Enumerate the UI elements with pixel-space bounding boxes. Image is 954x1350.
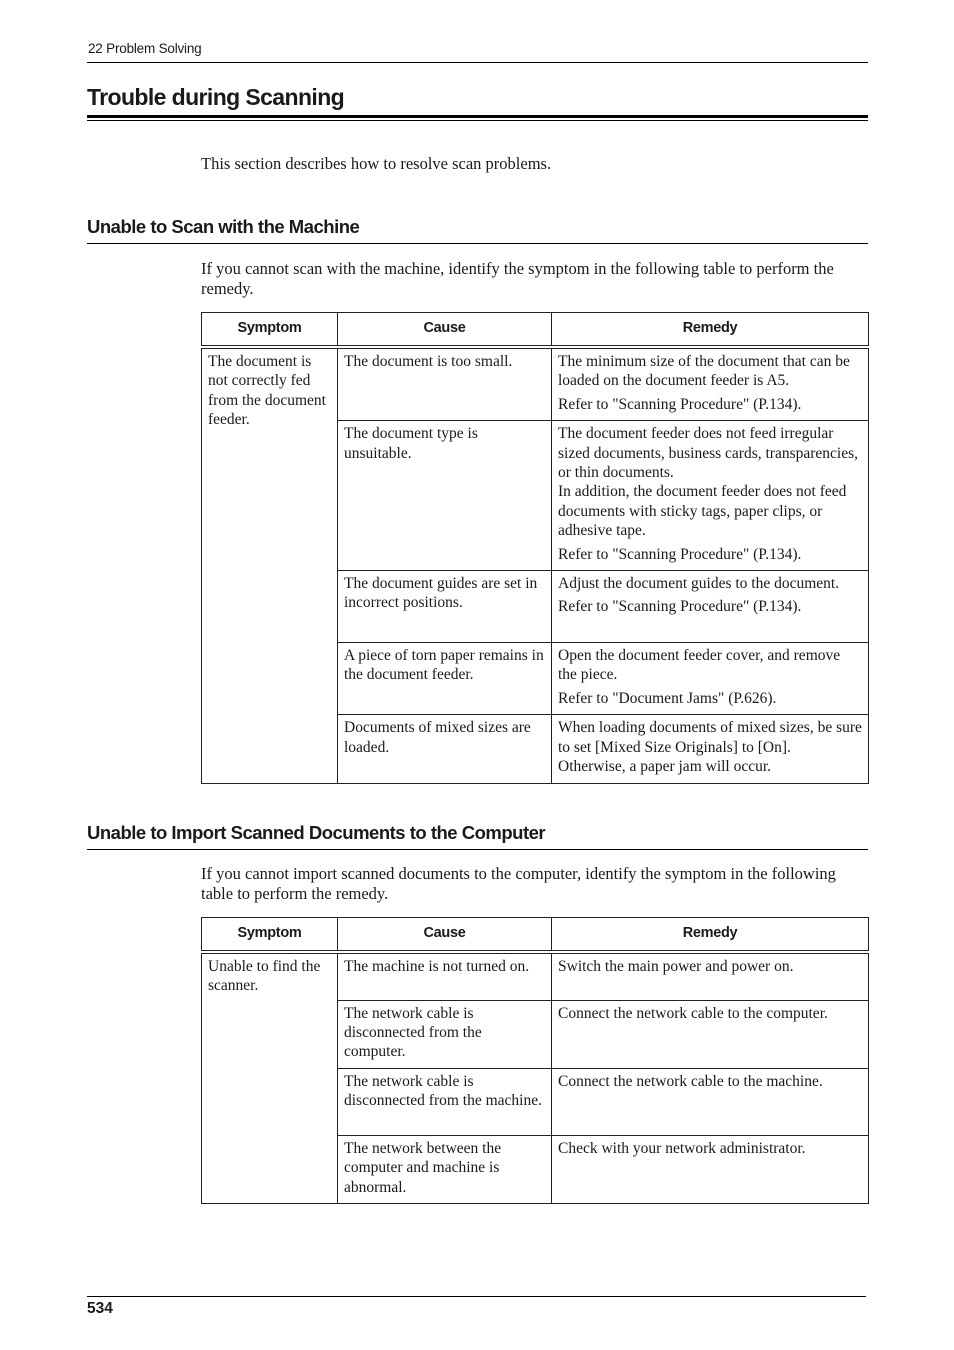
cause-cell: The document guides are set in incorrect positions.	[338, 571, 552, 643]
remedy-reference: Refer to "Scanning Procedure" (P.134).	[558, 598, 802, 616]
import-problems-table	[201, 917, 869, 1204]
title-divider-thin	[87, 120, 868, 121]
intro-text: This section describes how to resolve scan problems.	[201, 154, 552, 173]
table-header-row	[202, 313, 869, 348]
cause-cell: The network cable is disconnected from the computer.	[338, 1000, 552, 1068]
table-row	[202, 952, 869, 1000]
remedy-reference: Refer to "Document Jams" (P.626).	[558, 689, 777, 707]
remedy-column-header: Remedy	[552, 918, 869, 953]
table-row	[202, 347, 869, 421]
remedy-cell	[552, 643, 869, 715]
cause-cell: The document is too small.	[338, 347, 552, 421]
scan-problems-table	[201, 312, 869, 784]
cause-cell: The network between the computer and machine is abnormal.	[338, 1135, 552, 1203]
symptom-column-header: Symptom	[202, 313, 338, 348]
section2-description: If you cannot import scanned documents to the computer, identify the symptom in the following table to perform the remedy.	[201, 864, 836, 903]
symptom-column-header: Symptom	[202, 918, 338, 953]
cause-column-header: Cause	[338, 313, 552, 348]
remedy-cell: Switch the main power and power on.	[552, 952, 869, 1000]
cause-cell: The machine is not turned on.	[338, 952, 552, 1000]
remedy-cell	[552, 715, 869, 783]
remedy-cell	[552, 421, 869, 571]
symptom-cell: Unable to find the scanner.	[202, 952, 338, 1203]
footer-divider	[87, 1296, 866, 1297]
remedy-column-header: Remedy	[552, 313, 869, 348]
header-divider	[87, 62, 868, 63]
cause-cell: The document type is unsuitable.	[338, 421, 552, 571]
page-title: Trouble during Scanning	[87, 84, 345, 110]
remedy-text: Adjust the document guides to the document.	[558, 575, 840, 593]
section2-divider	[87, 849, 868, 850]
remedy-text: When loading documents of mixed sizes, be sure to set [Mixed Size Originals] to [On]. Otherwise, a paper jam will occur.	[558, 719, 862, 776]
remedy-text: The minimum size of the document that can be loaded on the document feeder is A5.	[558, 353, 850, 390]
remedy-text: Open the document feeder cover, and remove the piece.	[558, 647, 841, 684]
cause-cell: A piece of torn paper remains in the document feeder.	[338, 643, 552, 715]
symptom-cell: The document is not correctly fed from the document feeder.	[202, 347, 338, 783]
section1-title: Unable to Scan with the Machine	[87, 216, 360, 237]
remedy-cell	[552, 571, 869, 643]
remedy-cell: Check with your network administrator.	[552, 1135, 869, 1203]
remedy-reference: Refer to "Scanning Procedure" (P.134).	[558, 395, 802, 413]
cause-column-header: Cause	[338, 918, 552, 953]
section2-title: Unable to Import Scanned Documents to the Computer	[87, 822, 546, 843]
title-divider-thick	[87, 115, 868, 118]
page-number: 534	[87, 1300, 113, 1317]
remedy-text: In addition, the document feeder does not feed documents with sticky tags, paper clips, or adhesive tape.	[558, 483, 847, 540]
running-head: 22 Problem Solving	[88, 41, 202, 56]
section1-divider	[87, 243, 868, 244]
remedy-cell: Connect the network cable to the machine.	[552, 1068, 869, 1135]
table-header-row	[202, 918, 869, 953]
section1-description: If you cannot scan with the machine, identify the symptom in the following table to perform the remedy.	[201, 259, 834, 298]
remedy-reference: Refer to "Scanning Procedure" (P.134).	[558, 545, 802, 563]
remedy-cell	[552, 347, 869, 421]
remedy-cell: Connect the network cable to the computer.	[552, 1000, 869, 1068]
remedy-text: The document feeder does not feed irregular sized documents, business cards, transparencies, or thin documents.	[558, 425, 859, 482]
cause-cell: The network cable is disconnected from the machine.	[338, 1068, 552, 1135]
cause-cell: Documents of mixed sizes are loaded.	[338, 715, 552, 783]
